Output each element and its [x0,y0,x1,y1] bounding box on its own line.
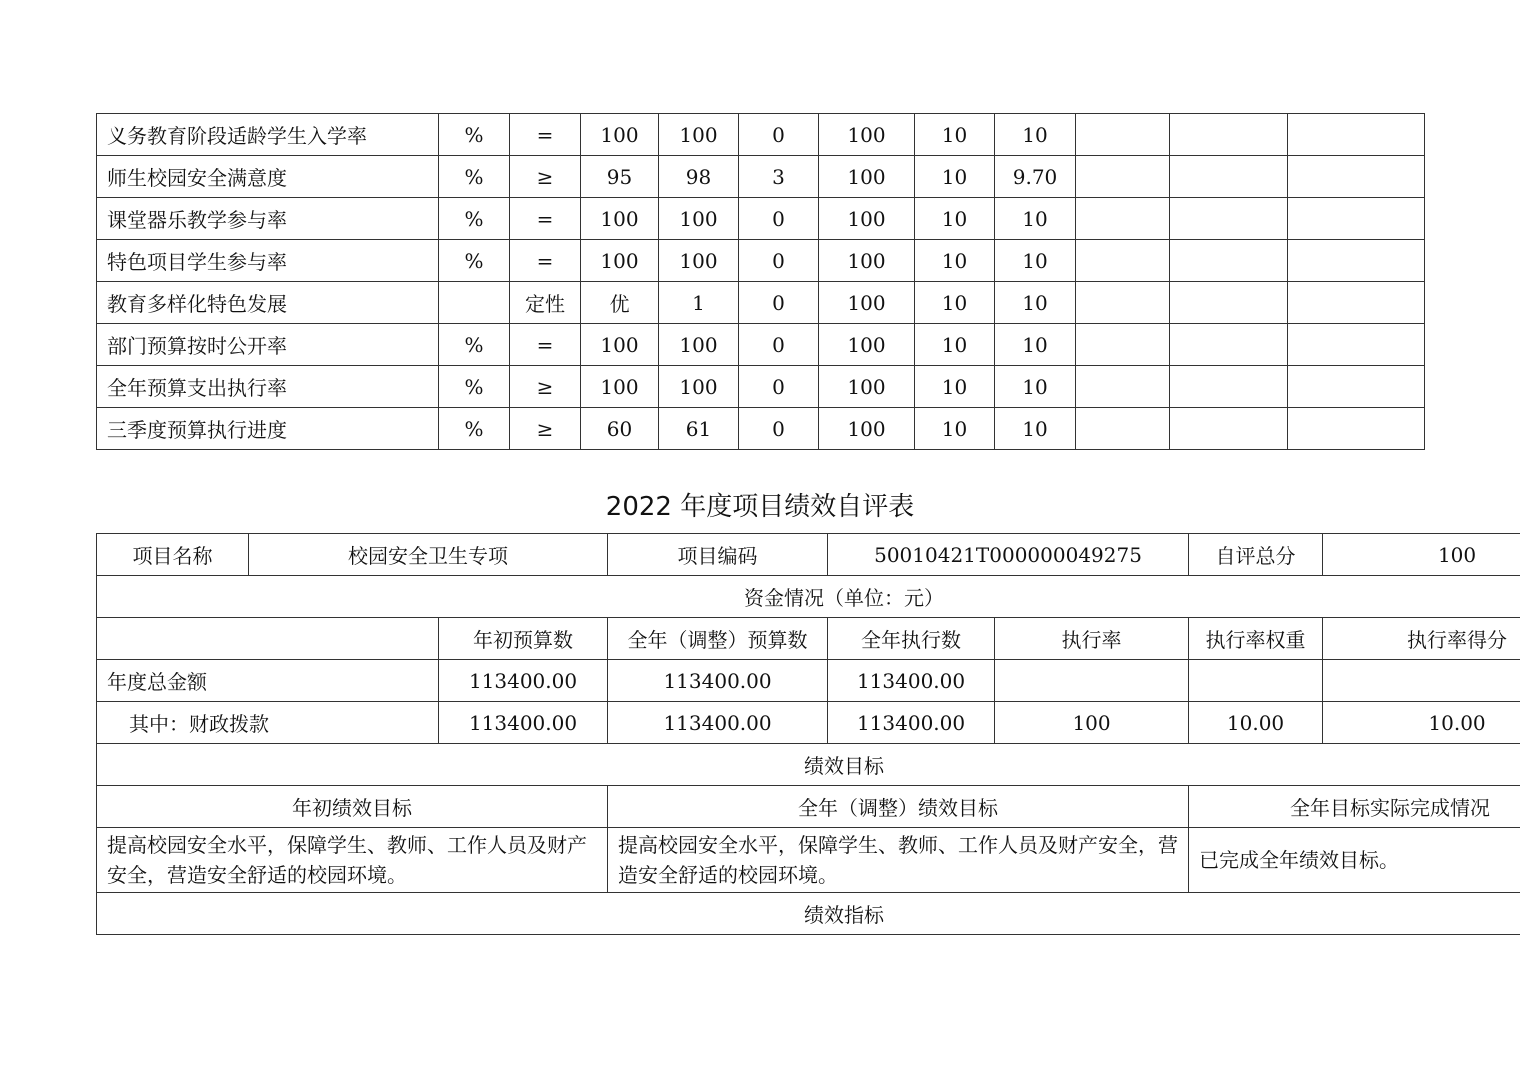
indicator-score: 10 [995,114,1076,156]
indicator-empty-cell [1170,114,1288,156]
indicator-row [97,282,1425,324]
indicator-dev: 0 [739,282,819,324]
indicator-score: 10 [995,408,1076,450]
indicator-empty-cell [1170,156,1288,198]
indicator-name: 全年预算支出执行率 [97,366,439,408]
funds-total-row [97,660,1520,702]
indicator-unit: % [439,156,510,198]
indicator-empty-cell [1288,156,1425,198]
funds-col-score: 执行率得分 [1323,618,1520,660]
funds-total-rate [995,660,1189,702]
indicator-score: 10 [995,324,1076,366]
indicator-target: 95 [581,156,659,198]
indicator-rate: 100 [819,282,915,324]
indicator-name: 教育多样化特色发展 [97,282,439,324]
funds-col-initial: 年初预算数 [439,618,608,660]
indicator-empty-cell [1076,156,1170,198]
goals-header: 绩效目标 [97,744,1520,786]
indicator-empty-cell [1170,282,1288,324]
indicator-actual: 100 [659,114,739,156]
indicator-empty-cell [1170,240,1288,282]
indicator-empty-cell [1076,240,1170,282]
indicator-empty-cell [1076,114,1170,156]
indicator-op: ≥ [510,156,581,198]
funds-total-initial: 113400.00 [439,660,608,702]
indicator-name: 特色项目学生参与率 [97,240,439,282]
indicator-actual: 100 [659,324,739,366]
funds-fiscal-initial: 113400.00 [439,702,608,744]
indicator-op: 定性 [510,282,581,324]
indicator-weight: 10 [915,324,995,366]
indicator-name: 部门预算按时公开率 [97,324,439,366]
indicator-row [97,408,1425,450]
project-info-row [97,534,1520,576]
project-name-label: 项目名称 [97,534,249,576]
indicator-unit: % [439,324,510,366]
funds-fiscal-weight: 10.00 [1189,702,1323,744]
indicator-op: = [510,114,581,156]
indicator-empty-cell [1288,114,1425,156]
goal-col-initial: 年初绩效目标 [97,786,608,828]
funds-fiscal-label: 其中：财政拨款 [97,702,439,744]
indicator-dev: 0 [739,240,819,282]
indicator-weight: 10 [915,114,995,156]
indicator-unit: % [439,240,510,282]
indicator-row [97,240,1425,282]
indicator-name: 三季度预算执行进度 [97,408,439,450]
indicator-name: 课堂器乐教学参与率 [97,198,439,240]
indicator-unit: % [439,408,510,450]
indicator-score: 10 [995,240,1076,282]
goals-header-row [97,744,1520,786]
indicator-actual: 100 [659,198,739,240]
self-score-label: 自评总分 [1189,534,1323,576]
funds-total-label: 年度总金额 [97,660,439,702]
indicator-weight: 10 [915,240,995,282]
funds-header: 资金情况（单位：元） [97,576,1520,618]
indicator-actual: 100 [659,240,739,282]
funds-col-adjusted: 全年（调整）预算数 [608,618,828,660]
funds-fiscal-rate: 100 [995,702,1189,744]
indicator-dev: 0 [739,324,819,366]
indicator-rate: 100 [819,240,915,282]
goal-col-actual: 全年目标实际完成情况 [1189,786,1520,828]
indicator-unit: % [439,198,510,240]
funds-total-score [1323,660,1520,702]
funds-col-executed: 全年执行数 [828,618,995,660]
indicator-target: 100 [581,324,659,366]
indicators-header-row [97,893,1520,935]
indicator-row [97,114,1425,156]
funds-columns-row [97,618,1520,660]
indicator-weight: 10 [915,156,995,198]
indicator-rate: 100 [819,324,915,366]
funds-total-executed: 113400.00 [828,660,995,702]
indicator-op: ≥ [510,366,581,408]
indicator-actual: 1 [659,282,739,324]
project-name: 校园安全卫生专项 [249,534,608,576]
indicator-unit: % [439,114,510,156]
indicator-empty-cell [1170,198,1288,240]
indicator-target: 100 [581,198,659,240]
goals-columns-row [97,786,1520,828]
project-code-label: 项目编码 [608,534,828,576]
indicator-score: 10 [995,366,1076,408]
indicator-actual: 98 [659,156,739,198]
self-score: 100 [1323,534,1520,576]
indicator-row [97,156,1425,198]
indicator-actual: 61 [659,408,739,450]
indicator-target: 100 [581,240,659,282]
goal-actual-text: 已完成全年绩效目标。 [1189,828,1520,893]
indicator-row [97,198,1425,240]
funds-blank-cell [97,618,439,660]
indicator-weight: 10 [915,408,995,450]
indicator-target: 60 [581,408,659,450]
page-title: 2022 年度项目绩效自评表 [605,492,915,522]
goals-values-row [97,828,1520,893]
indicator-empty-cell [1076,198,1170,240]
indicator-dev: 3 [739,156,819,198]
indicator-rate: 100 [819,114,915,156]
indicator-target: 100 [581,114,659,156]
indicator-empty-cell [1170,408,1288,450]
indicator-op: = [510,324,581,366]
indicator-empty-cell [1288,198,1425,240]
indicator-empty-cell [1170,324,1288,366]
indicator-empty-cell [1076,408,1170,450]
goal-col-adjusted: 全年（调整）绩效目标 [608,786,1189,828]
evaluation-table [96,533,1520,935]
indicator-dev: 0 [739,114,819,156]
indicator-empty-cell [1288,408,1425,450]
goal-initial-text: 提高校园安全水平，保障学生、教师、工作人员及财产安全，营造安全舒适的校园环境。 [97,828,608,893]
funds-fiscal-adjusted: 113400.00 [608,702,828,744]
indicator-dev: 0 [739,408,819,450]
project-code: 50010421T000000049275 [828,534,1189,576]
funds-fiscal-executed: 113400.00 [828,702,995,744]
indicator-empty-cell [1288,282,1425,324]
indicator-table [96,113,1425,450]
indicator-score: 10 [995,282,1076,324]
indicator-rate: 100 [819,156,915,198]
indicator-rate: 100 [819,198,915,240]
indicator-dev: 0 [739,366,819,408]
goal-adjusted-text: 提高校园安全水平，保障学生、教师、工作人员及财产安全，营造安全舒适的校园环境。 [608,828,1189,893]
indicator-weight: 10 [915,198,995,240]
indicator-empty-cell [1288,366,1425,408]
indicator-dev: 0 [739,198,819,240]
indicator-empty-cell [1076,324,1170,366]
indicator-unit: % [439,366,510,408]
funds-header-row [97,576,1520,618]
indicator-empty-cell [1288,324,1425,366]
funds-col-weight: 执行率权重 [1189,618,1323,660]
indicator-row [97,366,1425,408]
indicator-target: 100 [581,366,659,408]
indicator-row [97,324,1425,366]
indicator-op: ≥ [510,408,581,450]
funds-fiscal-row [97,702,1520,744]
indicator-empty-cell [1170,366,1288,408]
indicator-score: 9.70 [995,156,1076,198]
indicator-unit [439,282,510,324]
funds-total-adjusted: 113400.00 [608,660,828,702]
indicator-empty-cell [1288,240,1425,282]
funds-fiscal-score: 10.00 [1323,702,1520,744]
indicator-rate: 100 [819,408,915,450]
indicator-target: 优 [581,282,659,324]
funds-col-rate: 执行率 [995,618,1189,660]
funds-total-weight [1189,660,1323,702]
indicator-score: 10 [995,198,1076,240]
indicator-op: = [510,240,581,282]
indicator-actual: 100 [659,366,739,408]
indicator-name: 师生校园安全满意度 [97,156,439,198]
indicator-weight: 10 [915,282,995,324]
indicator-empty-cell [1076,366,1170,408]
indicators-header: 绩效指标 [97,893,1520,935]
indicator-empty-cell [1076,282,1170,324]
indicator-weight: 10 [915,366,995,408]
indicator-op: = [510,198,581,240]
indicator-name: 义务教育阶段适龄学生入学率 [97,114,439,156]
indicator-rate: 100 [819,366,915,408]
